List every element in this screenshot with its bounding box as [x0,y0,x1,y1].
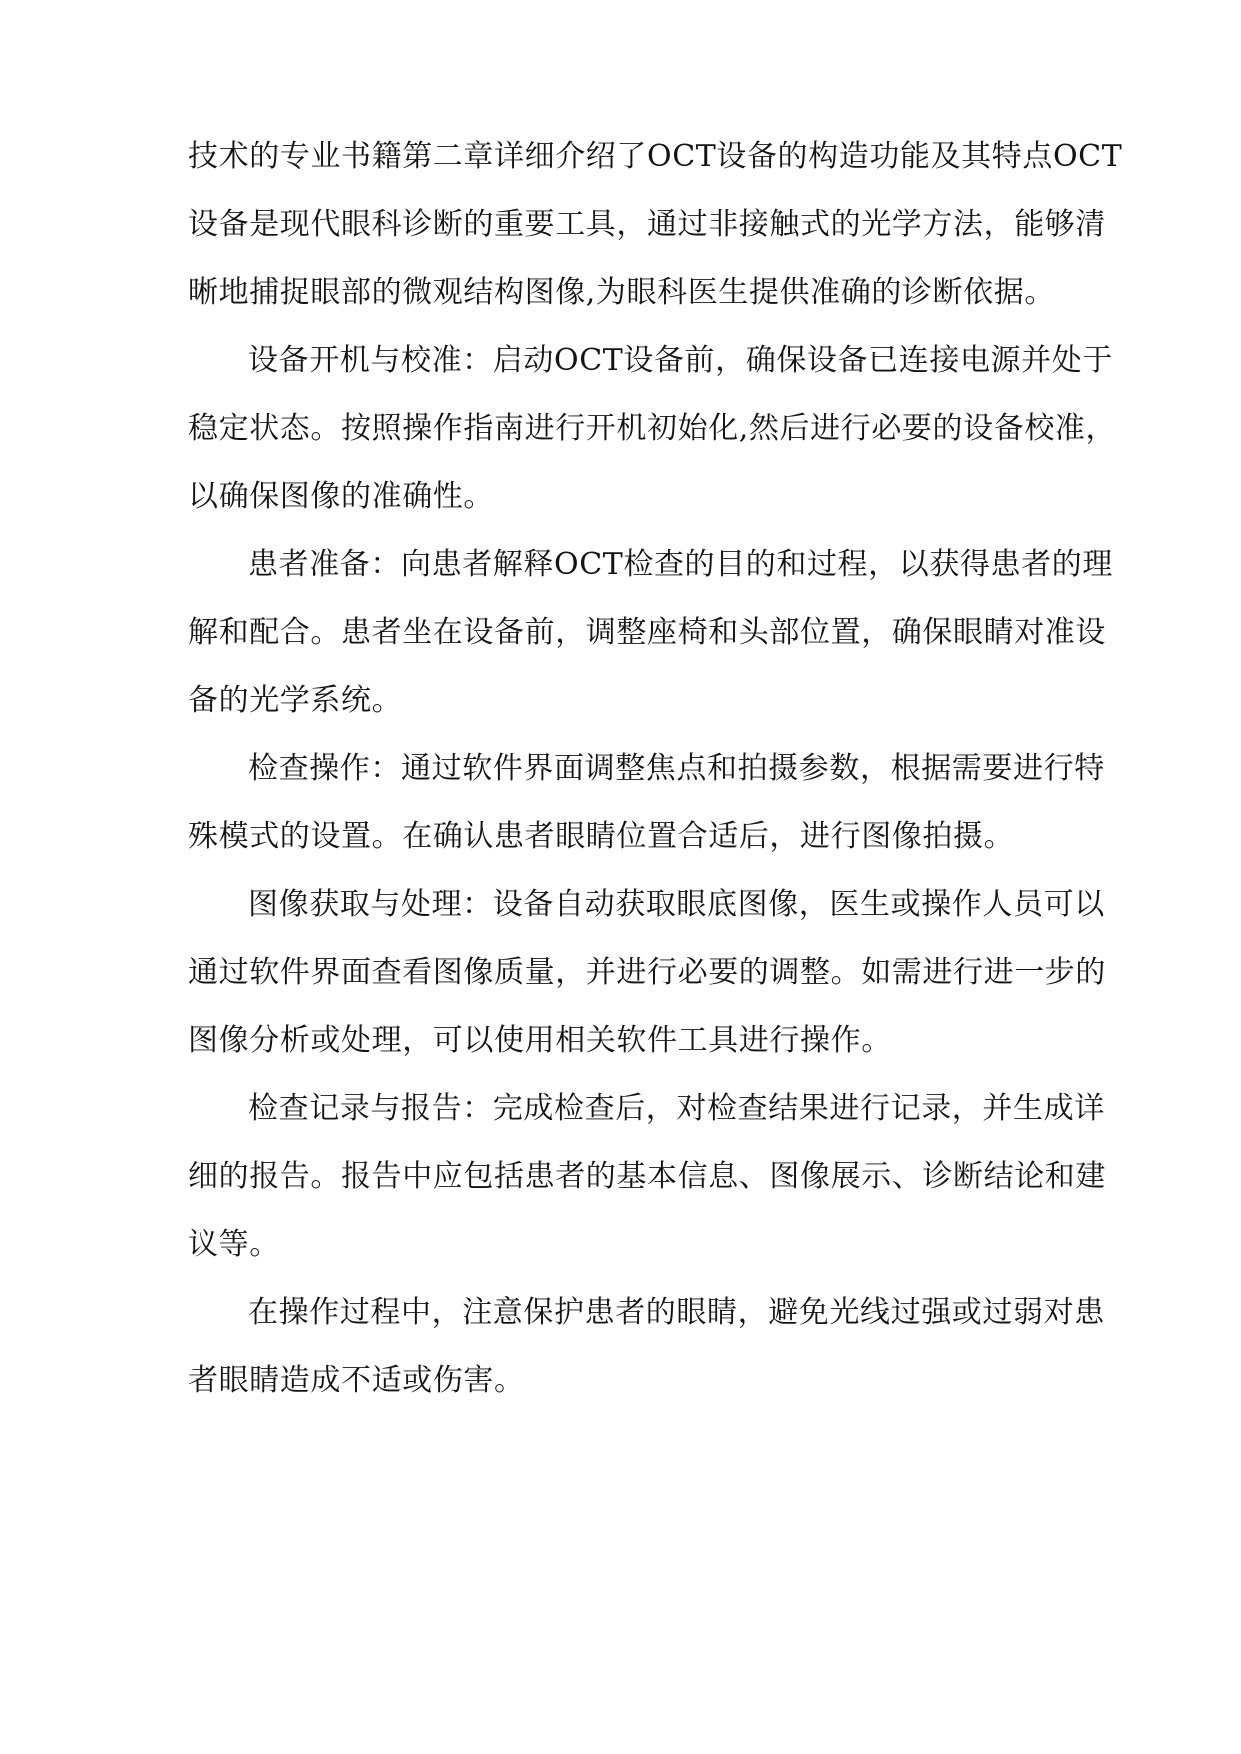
paragraph-line-10: 检查操作：通过软件界面调整焦点和拍摄参数，根据需要进行特 [248,751,1105,786]
paragraph-line-2: 设备是现代眼科诊断的重要工具，通过非接触式的光学方法，能够清 [188,207,1106,242]
paragraph-line-7: 患者准备：向患者解释OCT检查的目的和过程，以获得患者的理 [248,547,1113,582]
paragraph-line-12: 图像获取与处理：设备自动获取眼底图像，医生或操作人员可以 [248,887,1105,922]
paragraph-line-13: 通过软件界面查看图像质量，并进行必要的调整。如需进行进一步的 [188,955,1106,990]
paragraph-line-15: 检查记录与报告：完成检查后，对检查结果进行记录，并生成详 [248,1091,1105,1126]
paragraph-line-5: 稳定状态。按照操作指南进行开机初始化,然后进行必要的设备校准， [188,411,1117,446]
paragraph-line-17: 议等。 [188,1227,280,1262]
paragraph-line-1: 技术的专业书籍第二章详细介绍了OCT设备的构造功能及其特点OCT [188,139,1123,174]
paragraph-line-8: 解和配合。患者坐在设备前，调整座椅和头部位置，确保眼睛对准设 [188,615,1106,650]
paragraph-line-4: 设备开机与校准：启动OCT设备前，确保设备已连接电源并处于 [248,343,1113,378]
paragraph-line-9: 备的光学系统。 [188,683,403,718]
paragraph-line-3: 晰地捕捉眼部的微观结构图像,为眼科医生提供准确的诊断依据。 [188,275,1055,310]
paragraph-line-19: 者眼睛造成不适或伤害。 [188,1363,525,1398]
paragraph-line-6: 以确保图像的准确性。 [188,479,494,514]
paragraph-line-14: 图像分析或处理，可以使用相关软件工具进行操作。 [188,1023,892,1058]
paragraph-line-16: 细的报告。报告中应包括患者的基本信息、图像展示、诊断结论和建 [188,1159,1106,1194]
paragraph-line-11: 殊模式的设置。在确认患者眼睛位置合适后，进行图像拍摄。 [188,819,1015,854]
paragraph-line-18: 在操作过程中，注意保护患者的眼睛，避免光线过强或过弱对患 [248,1295,1105,1330]
